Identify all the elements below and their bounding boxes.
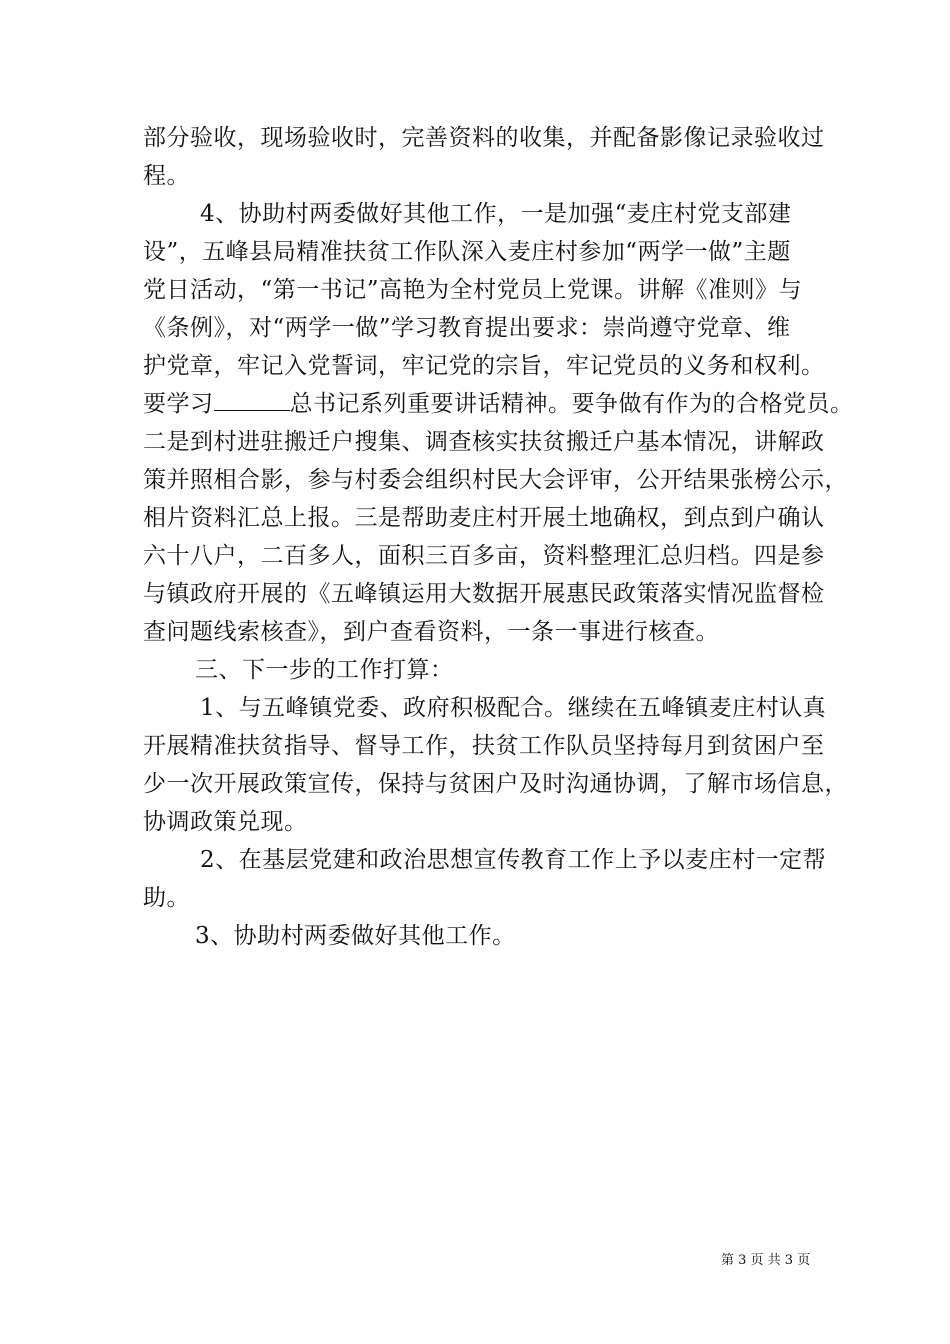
- fill-in-blank: [214, 392, 290, 411]
- paragraph-line: 《条例》，对“两学一做”学习教育提出要求：崇尚遵守党章、维: [143, 315, 791, 341]
- paragraph-line: 1、与五峰镇党委、政府积极配合。继续在五峰镇麦庄村认真: [200, 695, 827, 721]
- line-segment: 总书记系列重要讲话精神。要争做有作为的合格党员。: [289, 391, 854, 417]
- paragraph-line: 部分验收，现场验收时，完善资料的收集，并配备影像记录验收过: [143, 125, 825, 151]
- paragraph-line: 程。: [143, 163, 190, 189]
- page-number: 第 3 页 共 3 页: [721, 1253, 811, 1268]
- paragraph-line: 3、协助村两委做好其他工作。: [195, 923, 516, 949]
- paragraph-line: 4、协助村两委做好其他工作，一是加强“麦庄村党支部建: [200, 201, 792, 227]
- section-heading: 三、下一步的工作打算：: [195, 657, 454, 683]
- paragraph-line: 与镇政府开展的《五峰镇运用大数据开展惠民政策落实情况监督检: [143, 581, 825, 607]
- paragraph-line: 少一次开展政策宣传，保持与贫困户及时沟通协调，了解市场信息，: [143, 771, 848, 797]
- paragraph-line: 党日活动，“第一书记”高艳为全村党员上党课。讲解《准则》与: [143, 277, 803, 303]
- paragraph-line: 协调政策兑现。: [143, 809, 308, 835]
- paragraph-line: 二是到村进驻搬迁户搜集、调查核实扶贫搬迁户基本情况，讲解政: [143, 429, 825, 455]
- paragraph-line: 助。: [143, 885, 190, 911]
- paragraph-line: 2、在基层党建和政治思想宣传教育工作上予以麦庄村一定帮: [200, 847, 827, 873]
- paragraph-line-with-blank: [143, 389, 854, 419]
- line-segment: 要学习: [143, 391, 214, 417]
- paragraph-line: 查问题线索核查》，到户查看资料，一条一事进行核查。: [143, 619, 719, 645]
- paragraph-line: 六十八户，二百多人，面积三百多亩，资料整理汇总归档。四是参: [143, 543, 825, 569]
- paragraph-line: 开展精准扶贫指导、督导工作，扶贫工作队员坚持每月到贫困户至: [143, 733, 825, 759]
- paragraph-line: 护党章，牢记入党誓词，牢记党的宗旨，牢记党员的义务和权利。: [143, 353, 825, 379]
- paragraph-line: 相片资料汇总上报。三是帮助麦庄村开展土地确权，到点到户确认: [143, 505, 825, 531]
- paragraph-line: 设”，五峰县局精准扶贫工作队深入麦庄村参加“两学一做”主题: [143, 239, 791, 265]
- paragraph-line: 策并照相合影，参与村委会组织村民大会评审，公开结果张榜公示，: [143, 467, 848, 493]
